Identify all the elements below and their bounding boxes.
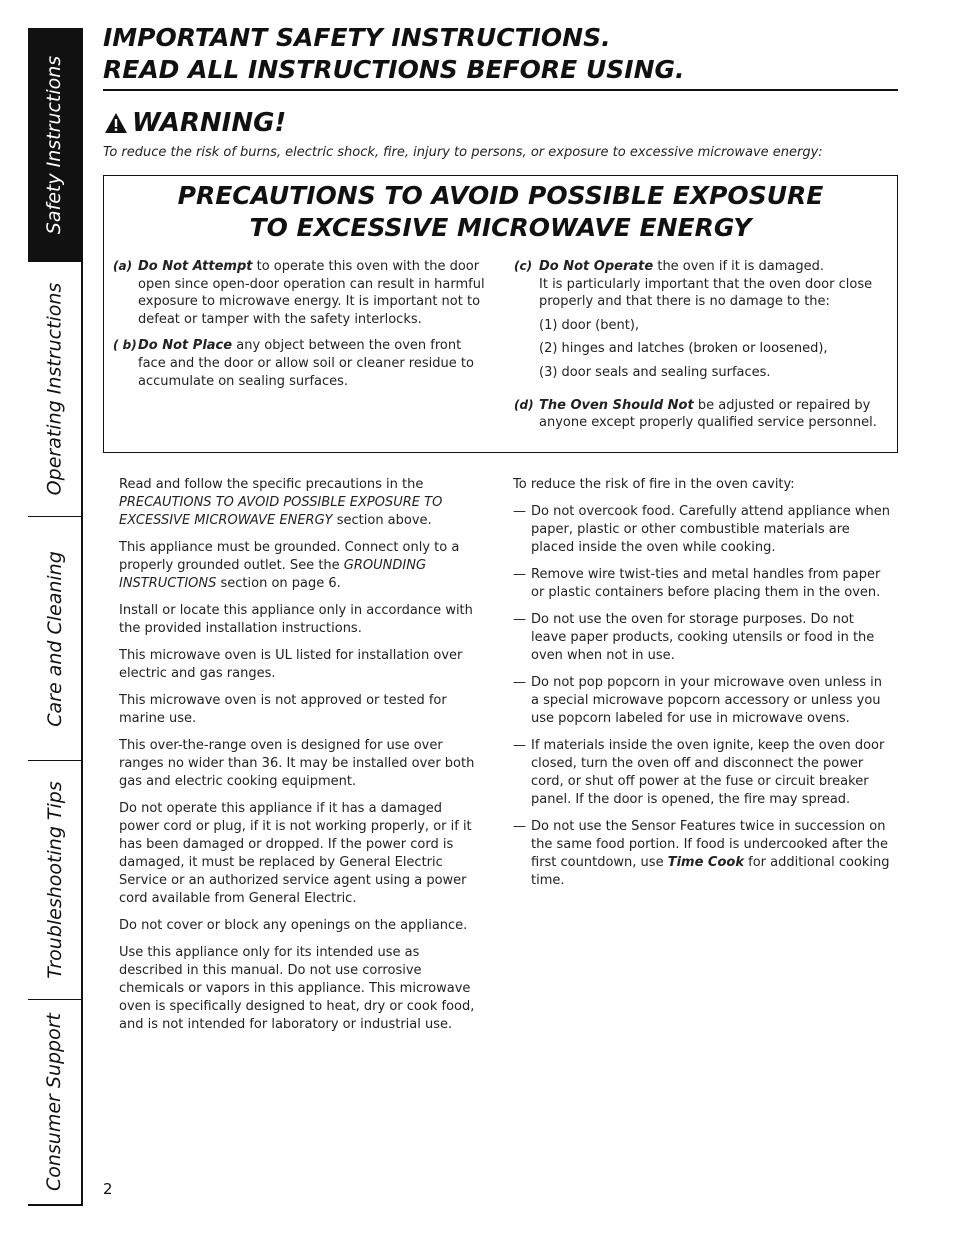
fire-risk-column <box>513 476 893 899</box>
precaution-a <box>113 258 493 328</box>
list-item: — Do not pop popcorn in your microwave oven unless in a special microwave popcorn accessory or unless you use popcorn labeled for use in microwave ovens. <box>513 675 882 726</box>
instruction-paragraph: Use this appliance only for its intended use as described in this manual. Do not use corrosive chemicals or vapors in this appliance. This microwave oven is specifically designed to heat, dry or cook food, and is not intended for laboratory or industrial use. <box>119 945 475 1032</box>
page-number: 2 <box>103 1180 113 1198</box>
tab-operating-instructions[interactable] <box>28 262 81 517</box>
instruction-paragraph: Do not cover or block any openings on the appliance. <box>119 918 468 933</box>
instruction-paragraph: Install or locate this appliance only in accordance with the provided installation instructions. <box>119 603 473 636</box>
instruction-paragraph: This microwave oven is UL listed for installation over electric and gas ranges. <box>119 648 463 681</box>
tab-label: Operating Instructions <box>43 282 66 496</box>
tab-safety-instructions[interactable] <box>28 28 81 262</box>
tab-consumer-support[interactable] <box>28 1000 81 1204</box>
page-title <box>103 22 898 86</box>
dash-marker: — <box>513 612 526 627</box>
section-tabs <box>28 28 83 1206</box>
instruction-paragraph: This microwave oven is not approved or tested for marine use. <box>119 693 447 726</box>
precaution-sub-1: (1) door (bent), <box>539 317 640 333</box>
list-item: — If materials inside the oven ignite, keep the oven door closed, turn the oven off and disconnect the power cord, or shut off power at the fuse or circuit breaker panel. If the door is opened, the fire may spread. <box>513 738 885 807</box>
precaution-text: the oven if it is damaged. <box>657 259 824 274</box>
precaution-letter: (c) <box>514 259 533 273</box>
tab-label: Troubleshooting Tips <box>43 781 66 979</box>
precaution-text: any object between the oven front face and the door or allow soil or cleaner residue to accumulate on sealing surfaces. <box>138 338 474 389</box>
instruction-paragraph: This appliance must be grounded. Connect only to a properly grounded outlet. See the GROUNDING INSTRUCTIONS section on page 6. <box>119 540 460 591</box>
tab-label: Consumer Support <box>43 1012 66 1192</box>
precaution-d <box>514 397 894 432</box>
title-line-1: IMPORTANT SAFETY INSTRUCTIONS. <box>103 23 611 52</box>
precaution-text-2: It is particularly important that the oven door close properly and that there is no damage to the: <box>539 276 873 310</box>
precaution-head: Do Not Attempt <box>138 259 253 274</box>
dash-marker: — <box>513 504 526 519</box>
dash-marker: — <box>513 819 526 834</box>
warning-triangle-icon <box>104 112 128 134</box>
precaution-head: Do Not Place <box>138 338 233 354</box>
precaution-text: to operate this oven with the door open since open-door operation can result in harmful exposure to microwave energy. It is important not to defeat or tamper with the safety interlocks. <box>138 259 485 327</box>
list-item: — Do not use the oven for storage purposes. Do not leave paper products, cooking utensils or food in the oven when not in use. <box>513 612 875 663</box>
list-item: — Remove wire twist-ties and metal handles from paper or plastic containers before placing them in the oven. <box>513 567 881 600</box>
precautions-right-column <box>514 258 894 441</box>
tab-label: Care and Cleaning <box>43 550 66 727</box>
general-instructions-column <box>119 476 479 1043</box>
precaution-c <box>514 258 894 388</box>
precaution-letter: ( b) <box>113 338 137 353</box>
dash-marker: — <box>513 738 526 753</box>
precaution-letter: (d) <box>514 397 534 412</box>
dash-marker: — <box>513 567 526 582</box>
fire-risk-intro: To reduce the risk of fire in the oven cavity: <box>513 477 795 492</box>
list-item: — Do not overcook food. Carefully attend appliance when paper, plastic or other combustible materials are placed inside the oven while cooking. <box>513 504 890 555</box>
tab-label: Safety Instructions <box>43 55 66 234</box>
warning-heading <box>104 108 286 138</box>
tab-troubleshooting-tips[interactable] <box>28 761 81 1000</box>
instruction-paragraph: Do not operate this appliance if it has a damaged power cord or plug, if it is not working properly, or if it has been damaged or dropped. If the power cord is damaged, it must be replaced by General Electric Service or an authorized service agent using a power cord available from General Electric. <box>119 801 472 906</box>
title-line-2: READ ALL INSTRUCTIONS BEFORE USING. <box>103 55 685 84</box>
tab-care-and-cleaning[interactable] <box>28 517 81 761</box>
precautions-box <box>103 175 898 453</box>
instruction-paragraph: This over-the-range oven is designed for use over ranges no wider than 36. It may be installed over both gas and electric cooking equipment. <box>119 738 475 789</box>
warning-intro: To reduce the risk of burns, electric shock, fire, injury to persons, or exposure to excessive microwave energy: <box>103 145 823 160</box>
precaution-text: be adjusted or repaired by anyone except properly qualified service personnel. <box>539 397 877 431</box>
title-divider <box>103 89 898 91</box>
precautions-title-line-1: PRECAUTIONS TO AVOID POSSIBLE EXPOSURE <box>177 181 824 210</box>
precaution-head: Do Not Operate <box>539 259 654 274</box>
precautions-title <box>104 180 897 244</box>
precaution-sub-2: (2) hinges and latches (broken or loosened), <box>539 341 828 357</box>
list-item: — Do not use the Sensor Features twice in succession on the same food portion. If food is undercooked after the first countdown, use Time Cook for additional cooking time. <box>513 819 890 888</box>
precaution-b <box>113 337 493 390</box>
instruction-paragraph: Read and follow the specific precautions in the PRECAUTIONS TO AVOID POSSIBLE EXPOSURE TO EXCESSIVE MICROWAVE ENERGY section above. <box>119 477 443 528</box>
warning-label: WARNING! <box>132 108 287 138</box>
precautions-title-line-2: TO EXCESSIVE MICROWAVE ENERGY <box>249 213 752 242</box>
dash-marker: — <box>513 675 526 690</box>
precaution-head: The Oven Should Not <box>539 397 694 413</box>
precaution-letter: (a) <box>113 259 133 273</box>
precaution-sub-3: (3) door seals and sealing surfaces. <box>539 364 771 380</box>
precautions-left-column <box>113 258 493 399</box>
